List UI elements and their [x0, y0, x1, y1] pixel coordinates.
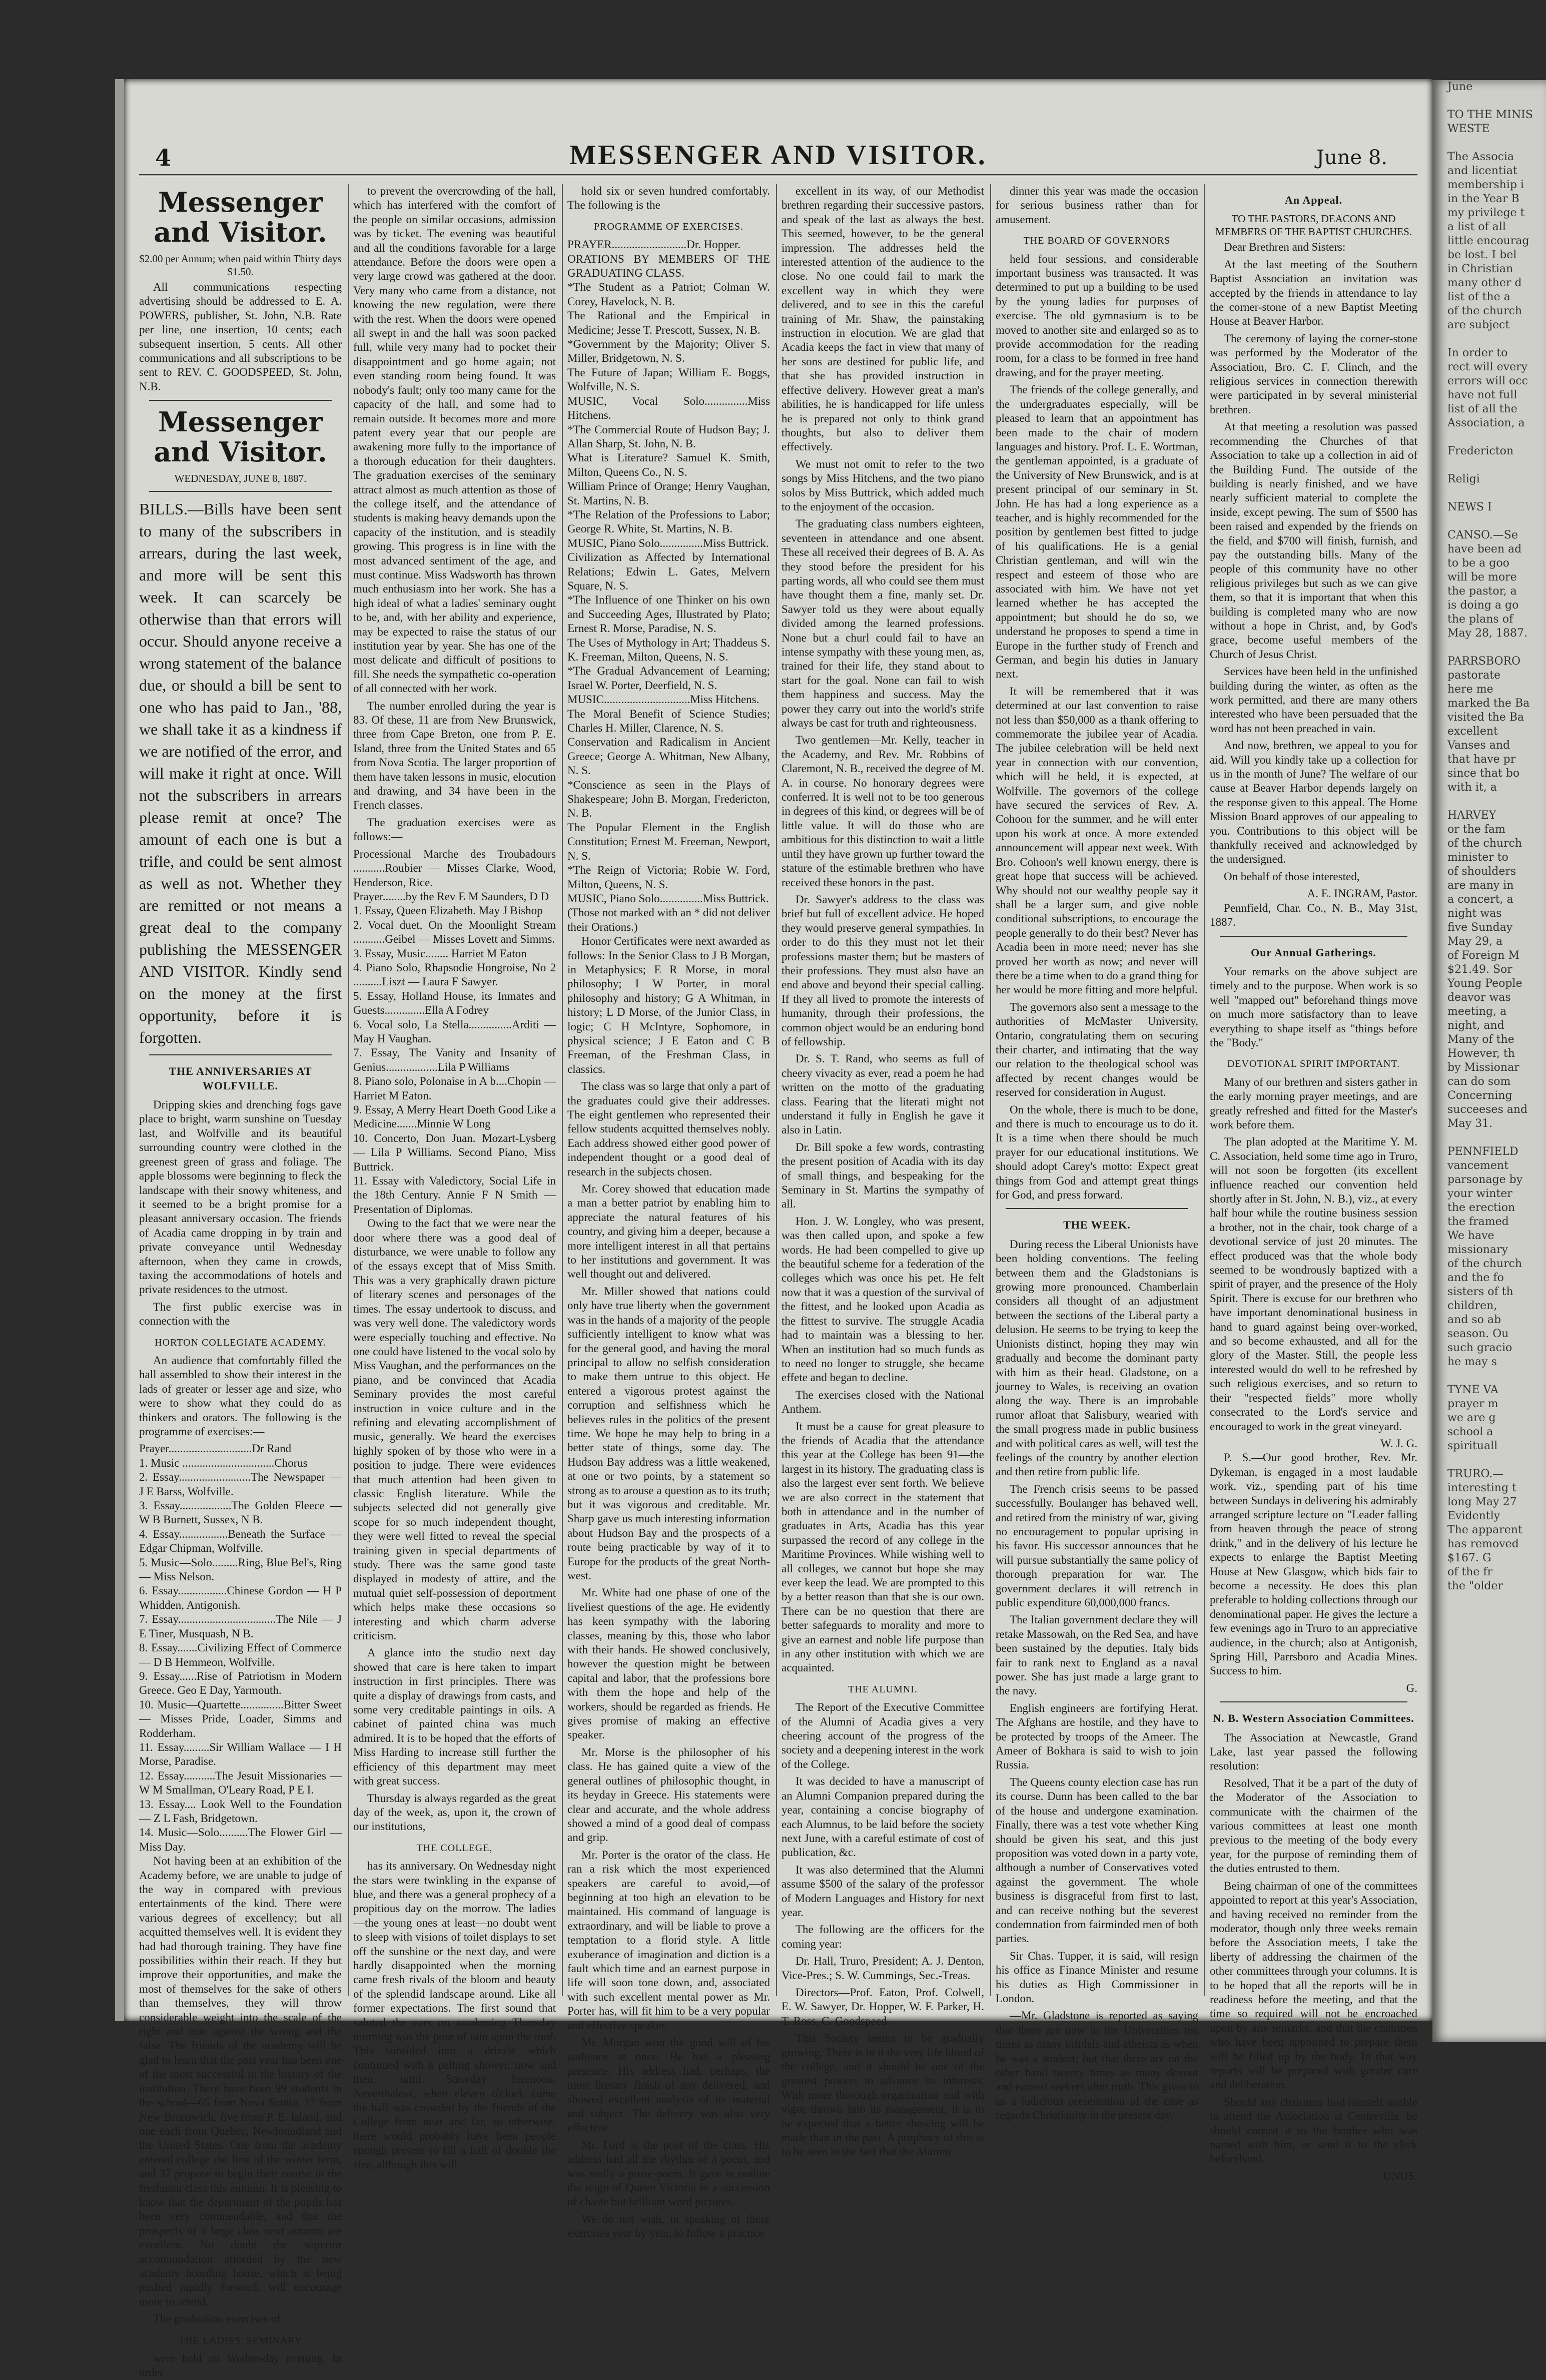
paragraph: Services have been held in the unfinished building during the winter, as often as the work permitted, and there are many others interested who have been persuaded that the word has not been preached in vain. [1210, 665, 1417, 735]
paragraph: Dr. Bill spoke a few words, contrasting the present position of Acadia with its day of small things, and bespeaking for the Seminary in St. Martins the sympathy of all. [782, 1140, 984, 1211]
programme-list [139, 1442, 342, 1854]
programme-item: *The Student as a Patriot; Colman W. Corey, Havelock, N. B. [567, 281, 770, 308]
paragraph: The exercises closed with the National Anthem. [782, 1388, 984, 1416]
column-rule [562, 184, 563, 1996]
paragraph: Resolved, That it be a part of the duty of the Moderator of the Association to communicate with the chairmen of the various committees at least one month previous to the meeting of the body every year, for the purpose of reminding them of the duties entrusted to them. [1210, 1776, 1417, 1875]
signature: W. J. G. [1380, 1437, 1417, 1450]
paragraph: The ceremony of laying the corner-stone was performed by the Moderator of the Association, Bro. C. F. Clinch, and the religious services in connection therewith were participated in by several ministerial brethren. [1210, 332, 1417, 416]
column-2 [353, 184, 556, 2171]
header-date: June 8. [1316, 146, 1387, 169]
paragraph: English engineers are fortifying Herat. The Afghans are hostile, and they have to be protected by troops of the Ameer. The Ameer of Bokhara is said to wish to join Russia. [996, 1701, 1198, 1771]
section-heading: N. B. Western Association Committees. [1213, 1712, 1414, 1725]
paragraph: P. S.—Our good brother, Rev. Mr. Dykeman, is engaged in a most laudable work, viz., spending part of his time between Sundays in delivering his admirably arranged scripture lecture on "Leader falling from heaven through the peace of strong drink," and in the delivery of his lecture he expects to enlarge the Baptist Meeting House at New Glasgow, which bids fair to become a necessity. He does this plan preferable to holding collections through our denominational paper. He gives the lecture a few evenings ago in Truro to an appreciative audience, in the church; also at Antigonish, Spring Hill, Parrsboro and Acadia Mines. Success to him. [1210, 1451, 1417, 1677]
programme-item: *The Commercial Route of Hudson Bay; J. Allan Sharp, St. John, N. B. [567, 423, 770, 450]
section-heading: Our Annual Gatherings. [1251, 946, 1376, 959]
column-6 [1210, 184, 1417, 2182]
programme-item: MUSIC, Piano Solo...............Miss Buttrick. [567, 892, 769, 905]
programme-item: 9. Essay, A Merry Heart Doeth Good Like a Medicine.......Minnie W Long [353, 1103, 556, 1130]
paragraph: It will be remembered that it was determined at our last convention to raise not less than $50,000 as a thank offering to commemorate the jubilee year of Acadia. The jubilee celebration will be held next year in connection with our convention, which will be held, it is expected, at Wolfville. The governors of the college have secured the services of Rev. A. Cohoon for the summer, and he will enter upon his work at once. A more extended announcement will appear next week. With Bro. Cohoon's well known energy, there is great hope that success will be achieved. Why should not our wealthy people say it shall be a larger sum, and give noble conditional subscriptions, to encourage the people generally to do their best? Never has Acadia been in more need; never has she proved her worth as now; and never will there be a time when to do a grand thing for her would be more fitting and more helpful. [996, 685, 1198, 996]
programme-item: ORATIONS BY MEMBERS OF THE GRADUATING CLASS. [567, 252, 770, 280]
paragraph: The plan adopted at the Maritime Y. M. C. Association, held some time ago in Truro, will not soon be forgotten (its excellent influence reached our convention held shortly after in St. John, N. B.), viz., at every half hour while the routine business session a brother, not in the chair, took charge of a devotional service of just 20 minutes. The effect produced was that the whole body seemed to be wondrously baptized with a spirit of prayer, and the presence of the Holy Spirit. There is excuse for our brethren who have important denominational business in hand to guard against being over-worked, and so become exhausted, and all for the glory of the Master. Still, the people less interested would do well to be refreshed by such religious exercises, and so return to their "respected fields" more wholly consecrated to the Lord's service and encouraged to work in the great vineyard. [1210, 1135, 1417, 1433]
programme-item: 3. Essay, Music........ Harriet M Eaton [353, 947, 527, 960]
programme-item: 6. Essay.................Chinese Gordon — H P Whidden, Antigonish. [139, 1584, 342, 1611]
divider [149, 1054, 332, 1055]
subscription-terms: $2.00 per Annum; when paid within Thirty days $1.50. [139, 253, 342, 278]
paragraph: to prevent the overcrowding of the hall, which has interfered with the comfort of the people on similar occasions, admission was by ticket. The evening was beautiful and all the conditions favorable for a large attendance. Before the doors were open a very large crowd was gathered at the door. Very many who came from a distance, not knowing the new regulation, were there with the rest. When the doors were opened all swept in and the hall was soon packed full, while very many had to pocket their disappointment and go home again; not even standing room being found. It was nobody's fault; only too many came for the capacity of the hall, and some had to remain outside. It becomes more and more patent every year that our people are awakening more fully to the importance of a thorough education for their daughters. The graduation exercises of the seminary attract almost as much attention as those of the college itself, and the attendance of students is making heavy demands upon the capacity of the institution, and is steadily growing. This progress is in line with the most advanced sentiment of the age, and must continue. Miss Wadsworth has thrown much enthusiasm into her work. She has a high ideal of what a ladies' seminary ought to be, and, with her ability and experience, may be expected to raise the status of our institution year by year. She has one of the most delicate and difficult of positions to fill. She needs the sympathetic co-operation of all connected with her work. [353, 185, 556, 695]
paragraph: Mr. White had one phase of one of the liveliest questions of the age. He evidently has keen sympathy with the laboring classes, meaning by this, those who labor with their hands. He showed conclusively, however the question might be between capital and labor, that the professions bore with them the hope and help of the workers, should be regarded as friends. He gives promise of making an effective speaker. [567, 1586, 770, 1741]
programme-item: The Future of Japan; William E. Boggs, Wolfville, N. S. [567, 366, 770, 393]
signature: G. [1406, 1681, 1417, 1694]
programme-item: MUSIC, Piano Solo...............Miss Buttrick. [567, 536, 769, 549]
programme-item: What is Literature? Samuel K. Smith, Milton, Queens Co., N. S. [567, 451, 770, 478]
paragraph: dinner this year was made the occasion for serious business rather than for amusement. [996, 185, 1198, 226]
programme-item: 10. Music—Quartette...............Bitter Sweet — Misses Pride, Loader, Simms and Rodderham. [139, 1698, 342, 1739]
paragraph: The Report of the Executive Committee of the Alumni of Acadia gives a very cheering account of the progress of the society and a deepening interest in the work of the College. [782, 1701, 984, 1770]
column-rule [1204, 184, 1205, 1996]
paragraph: held four sessions, and considerable important business was transacted. It was determined to put up a building to be used by the young ladies for purposes of exercise. The old gymnasium is to be moved to another site and enlarged so as to provide accommodation for the reading room, for a class to be formed in free hand drawing, and for the prayer meeting. [996, 252, 1198, 379]
paragraph: It must be a cause for great pleasure to the friends of Acadia that the attendance this year at the College has been 91—the largest in its history. The graduating class is also the largest ever sent forth. We believe we are also correct in the statement that both in attendance and in the number of graduates in Arts, Acadia has this year surpassed the record of any college in the Maritime Provinces. While wishing well to all colleges, we cannot but hope she may ever keep the lead. We are prompted to this by a better reason than that she is our own. There can be no question that there are better safeguards to morality and more to give an earnest and noble life purpose than in any other institution with which we are acquainted. [782, 1420, 984, 1674]
programme-item: The Rational and the Empirical in Medicine; Jesse T. Prescott, Sussex, N. B. [567, 309, 770, 336]
column-rule [990, 184, 991, 1996]
paragraph: It was also determined that the Alumni assume $500 of the salary of the professor of Modern Languages and History for next year. [782, 1863, 984, 1919]
programme-item: 5. Music—Solo.........Ring, Blue Bel's, Ring — Miss Nelson. [139, 1556, 342, 1583]
dateline: WEDNESDAY, JUNE 8, 1887. [174, 472, 307, 485]
programme-item: Processional Marche des Troubadours ...........Roubier — Misses Clarke, Wood, Henderson, Rice. [353, 847, 556, 889]
signature-place: Pennfield, Char. Co., N. B., May 31st, 1887. [1210, 901, 1417, 929]
subheading: HORTON COLLEGIATE ACADEMY. [155, 1337, 326, 1348]
programme-item: 4. Piano Solo, Rhapsodie Hongroise, No 2 ..........Liszt — Laura F Sawyer. [353, 961, 556, 988]
masthead: MESSENGER AND VISITOR. [569, 140, 987, 171]
paragraph: The graduation exercises were as follows:— [353, 816, 556, 843]
paragraph: It was decided to have a manuscript of an Alumni Companion prepared during the year, containing a concise biography of each Alumnus, to be laid before the society next June, with a careful estimate of cost of publication, &c. [782, 1775, 984, 1859]
programme-item: PRAYER..........................Dr. Hopper. [567, 238, 741, 251]
paragraph: A glance into the studio next day showed that care is here taken to impart instruction in first principles. There was quite a display of drawings from casts, and some very creditable paintings in oils. A cabinet of painted china was much admired. It is to be hoped that the efforts of Miss Harding to increase still further the efficiency of this department may meet with great success. [353, 1646, 556, 1788]
paragraph: hold six or seven hundred comfortably. The following is the [567, 185, 770, 212]
paragraph: The Queens county election case has run its course. Dunn has been called to the bar of the house and undergone examination. Finally, there was a test vote whether King should be given his seat, and this just proposition was voted down in a party vote, although a number of Conservatives voted against the government. The whole business is disgraceful from first to last, and can receive nothing but the severest condemnation from fairminded men of both parties. [996, 1775, 1198, 1945]
programme-item: 11. Essay.........Sir William Wallace — I H Morse, Paradise. [139, 1740, 342, 1768]
subheading: DEVOTIONAL SPIRIT IMPORTANT. [1227, 1058, 1400, 1070]
paragraph: Your remarks on the above subject are timely and to the purpose. When work is so well "mapped out" beforehand things move on much more satisfactory than to leave everything to shape itself as "things before the "Body." [1210, 965, 1417, 1049]
section-heading: THE ANNIVERSARIES AT WOLFVILLE. [169, 1065, 312, 1092]
subheading: THE BOARD OF GOVERNORS [1023, 235, 1171, 247]
subheading: THE COLLEGE, [416, 1842, 493, 1854]
programme-item: The Moral Benefit of Science Studies; Charles H. Miller, Clarence, N. S. [567, 707, 770, 735]
subheading: THE LADIES' SEMINARY [179, 2334, 302, 2346]
paragraph: Dr. Sawyer's address to the class was brief but full of excellent advice. He hoped they would preserve general sympathies. In order to do this they must not let their professions master them; but be masters of their professions. They must also have an end above and beyond their special calling. If they all lived to promote the interests of humanity, through their professions, the common object would be an enduring bond of fellowship. [782, 893, 984, 1048]
nameplate: Messenger and Visitor. [154, 186, 327, 248]
paragraph: Honor Certificates were next awarded as follows: In the Senior Class to J B Morgan, in Metaphysics; E R Morse, in moral philosophy; I W Porter, in moral philosophy and history; G A Whitman, in history; L D Morse, of the Junior Class, in logic; C H McIntyre, Sophomore, in physical science; J E Eaton and C B Freeman, of the Freshman Class, in classics. [567, 935, 770, 1075]
paragraph: At that meeting a resolution was passed recommending the Churches of that Association to take up a collection in aid of the Building Fund. The outside of the building is nearly finished, and we have nearly sufficient material to complete the inside, except pewing. The sum of $500 has been raised and expended by the friends on the field, and $700 will finish, furnish, and pay the outstanding bills. Many of the people of this community have no other religious privileges but such as we can give them, so that it is important that when this building is completed many who are now without a hope in Christ, and, by God's grace, become useful members of the Church of Jesus Christ. [1210, 420, 1417, 661]
programme-item: 13. Essay.... Look Well to the Foundation — Z L Fash, Bridgetown. [139, 1798, 342, 1825]
paragraph: Thursday is always regarded as the great day of the week, as, upon it, the crown of our institutions, [353, 1792, 556, 1833]
programme-item: MUSIC, Vocal Solo...............Miss Hitchens. [567, 394, 770, 422]
paragraph: Mr. Corey showed that education made a man a better patriot by enabling him to appreciate the natural features of his country, and giving him a deeper, because a more intelligent interest in all that pertains to her institutions and government. It was well thought out and delivered. [567, 1182, 770, 1281]
subheading: PROGRAMME OF EXERCISES. [593, 221, 744, 232]
programme-item: MUSIC..............................Miss Hitchens. [567, 693, 759, 706]
paragraph: were held on Wednesday evening. In order [139, 2352, 342, 2379]
programme-item: 2. Vocal duet, On the Moonlight Stream ...........Geibel — Misses Lovett and Simms. [353, 918, 556, 946]
bills-notice: BILLS.—Bills have been sent to many of the subscribers in arrears, during the last week, and more will be sent this week. It can scarcely be otherwise than that errors will occur. Should anyone receive a wrong statement of the balance due, or should a bill be sent to one who has paid to Jan., '88, we shall take it as a kindness if we are notified of the error, and will make it right at once. Will not the subscribers in arrears please remit at once? The amount of each one is but a trifle, and could be sent almost as well as not. Whether they are remitted or not means a great deal to the company publishing the MESSENGER AND VISITOR. Kindly send on the money at the first opportunity, before it is forgotten. [139, 500, 342, 1047]
programme-item: *The Reign of Victoria; Robie W. Ford, Milton, Queens, N. S. [567, 864, 770, 891]
programme-item: 1. Music ................................Chorus [139, 1456, 308, 1469]
paragraph: Being chairman of one of the committees appointed to report at this year's Association, and having received no reminder from the moderator, though only three weeks remain before the Association meets, I take the liberty of addressing the chairmen of the other committees through your columns. It is to be hoped that all the reports will be in readiness before the meeting, and that the time so required will not be encroached upon by any remarks, and that the chairmen who have been appointed to prepare them will be filled up by the body. In that way reports will be prepared with greater care and deliberation. [1210, 1879, 1417, 2091]
programme-item: 10. Concerto, Don Juan. Mozart-Lysberg — Lila P Williams. Second Piano, Miss Buttrick. [353, 1131, 556, 1173]
paragraph: Should any chairman find himself unable to attend the Association at Centreville, he should entrust it to the brother who was named with him, or send it to the clerk beforehand. [1210, 2095, 1417, 2165]
paragraph: Mr. Ford is the poet of the class. His address had all the rhythm of a poem, and was really a prose-poem. It gave in outline the reign of Queen Victoria in a succession of chaste but brilliant word pictures. [567, 2138, 770, 2208]
programme-item: *The Gradual Advancement of Learning; Israel W. Porter, Deerfield, N. S. [567, 665, 770, 692]
paragraph: Mr. Morgan won the good will of his audience at once. He has a pleasing presence. His address had, perhaps, the most literary finish of any delivered, and showed excellent analysis of its material and subject. The delivery was also very effective. [567, 2036, 770, 2134]
programme-item: 8. Piano solo, Polonaise in A b....Chopin — Harriet M Eaton. [353, 1075, 556, 1102]
newspaper-page [124, 79, 1432, 2379]
programme-item: The Uses of Mythology in Art; Thaddeus S. K. Freeman, Milton, Queens, N. S. [567, 636, 770, 663]
advertising-notice: All communications respecting advertising should be addressed to E. A. POWERS, publisher, St. John, N.B. Rate per line, one insertion, 10 cents; each subsequent insertion, 5 cents. All other communications and all subscriptions to be sent to REV. C. GOODSPEED, St. John, N.B. [139, 281, 342, 393]
paragraph: This Society seems to be gradually growing. There is in it the very life blood of the college, and it should be one of the greatest powers to advance its interests. With more thorough organization and with vigor thrown into its management, it is to be expected that a better showing will be made than in the past. A prophecy of this is to be seen in the fact that the Alumni [782, 2032, 984, 2158]
programme-item: The Popular Element in the English Constitution; Ernest M. Freeman, Newport, N. S. [567, 821, 770, 862]
programme-list [567, 238, 770, 934]
programme-item: Civilization as Affected by International Relations; Edwin L. Gates, Melvern Square, N. S. [567, 551, 770, 592]
greeting: Dear Brethren and Sisters: [1224, 241, 1346, 254]
paragraph: During recess the Liberal Unionists have been holding conventions. The feeling between them and the Gladstonians is growing more pronounced. Chamberlain considers all thought of an adjustment between the sections of the Liberal party a delusion. He seems to be trying to keep the Unionists distinct, hoping they may win gradually and become the dominant party with him as their head. Gladstone, on a journey to Wales, is receiving an ovation along the way. There is an improbable rumor afloat that Salisbury, wearied with the small progress made in public business and with political cares as well, will test the feelings of the country by another election and then retire from public life. [996, 1238, 1198, 1478]
divider [1220, 936, 1407, 937]
adjacent-page-text: June TO THE MINIS WESTE The Associa and licentiat membership i in the Year B my privilege t a list of all little encourag be lost. I bel in Christian many other d list of the a of the church are subject In order to rect will every errors will occ have not full list of all the Association, a Fredericton Religi NEWS I CANSO.—Se have been ad to be a goo will be more the pastor, a is doing a go the plans of May 28, 1887. PARRSBORO pastorate here me marked the Ba visited the Ba excellent Vanses and that have pr since that bo with it, a HARVEY or the fam of the church minister to of shoulders are many in a concert, a night was five Sunday May 29, a of Foreign M $21.49. Sor Young People deavor was meeting, a night, and Many of the However, th by Missionar can do som Concerning succeeses and May 31. PENNFIELD vancement parsonage by your winter the erection the framed We have missionary of the church and the fo sisters of th children, and so ab season. Ou such gracio he may s TYNE VA prayer m we are g school a spirituall TRURO.— interesting t long May 27 Evidently The apparent has removed $167. G of the fr the "older [1447, 81, 1533, 1592]
divider [1220, 1701, 1407, 1702]
programme-item: 2. Essay.........................The Newspaper — J E Barss, Wolfville. [139, 1471, 342, 1498]
paragraph: The governors also sent a message to the authorities of McMaster University, Ontario, congratulating them on securing their charter, and intimating that the way our relation to the theological school was affected by recent changes would be reserved for consideration in August. [996, 1000, 1198, 1099]
paragraph: The friends of the college generally, and the undergraduates especially, will be pleased to learn that an appointment has been made to the chair of modern languages and history. Prof. L. E. Wortman, the gentleman appointed, is a graduate of the University of New Brunswick, and is at present principal of our seminary in St. John. He has had a long experience as a teacher, and is highly recommended for the position by gentlemen best fitted to judge of his qualifications. He is a genial Christian gentleman, and will win the respect and esteem of those who are associated with him. We have not yet learned whether he has accepted the appointment; but should he do so, we understand he proposes to spend a time in Europe in the further study of French and German, and begin his duties in January next. [996, 383, 1198, 681]
column-rule [776, 184, 777, 1996]
divider [149, 491, 332, 492]
paragraph: Mr. Morse is the philosopher of his class. He has gained quite a view of the general outlines of philosophic thought, in its heyday in Greece. His statements were clear and accurate, and the whole address showed a mind of a good deal of compass and grip. [567, 1745, 770, 1844]
programme-item: *Government by the Majority; Oliver S. Miller, Bridgetown, N. S. [567, 338, 770, 365]
column-3 [567, 184, 770, 2240]
divider [149, 400, 332, 401]
programme-item: (Those not marked with an * did not deliver their Orations.) [567, 906, 770, 933]
paragraph: The Italian government declare they will retake Massowah, on the Red Sea, and have been sustained by the deputies. Italy bids fair to rank next to England as a naval power. She has just made a large grant to the navy. [996, 1613, 1198, 1697]
binding-shadow [115, 79, 124, 2021]
paragraph: And now, brethren, we appeal to you for aid. Will you kindly take up a collection for us in the month of June? The welfare of our cause at Beaver Harbor depends largely on the response given to this appeal. The Home Mission Board approves of our appealing to you. Contributions to this object will be thankfully received and acknowledged by the undersigned. [1210, 739, 1417, 866]
signature: UNUS. [1383, 2169, 1417, 2182]
programme-item: Conservation and Radicalism in Ancient Greece; George A. Whitman, New Albany, N. S. [567, 736, 770, 777]
programme-item: 9. Essay......Rise of Patriotism in Modern Greece. Geo E Day, Yarmouth. [139, 1669, 342, 1697]
section-heading: THE WEEK. [1063, 1219, 1131, 1232]
paragraph: excellent in its way, of our Methodist brethren regarding their successive pastors, and speak of the last as always the best. This seemed, however, to be the general impression. The addresses held the interested attention of the audience to the close. No one could fail to mark the excellent way in which they were delivered, and to see in this the careful training of Mr. Shaw, the painstaking instruction in elocution. We are glad that Acadia keeps the fact in view that many of her sons are destined for public life, and that she has provided instruction in effective delivery. However great a man's abilities, he is handicapped for life unless he is prepared not only to think grand thoughts, but also to deliver them effectively. [782, 185, 984, 453]
paragraph: We do not wish, in speaking of these exercises year by year, to follow a practice [567, 2212, 770, 2240]
paragraph: An audience that comfortably filled the hall assembled to show their interest in the lads of greater or lesser age and size, who were to show what they could do as thinkers and orators. The following is the programme of exercises:— [139, 1354, 342, 1438]
programme-item: 6. Vocal solo, La Stella...............Arditi — May H Vaughan. [353, 1018, 556, 1045]
paragraph: Dr. S. T. Rand, who seems as full of cheery vivacity as ever, read a poem he had written on the motto of the graduating class. Fearing that the literati might not understand it fully in English he gave it also in Latin. [782, 1052, 984, 1136]
column-1 [139, 184, 342, 2379]
nameplate-2: Messenger and Visitor. [154, 406, 327, 468]
programme-item: 4. Essay.................Beneath the Surface — Edgar Chipman, Wolfville. [139, 1527, 342, 1555]
programme-item: 7. Essay..................................The Nile — J E Tiner, Musquash, N B. [139, 1613, 342, 1640]
programme-item: William Prince of Orange; Henry Vaughan, St. Martins, N. B. [567, 480, 770, 507]
address-line: TO THE PASTORS, DEACONS AND MEMBERS OF THE BAPTIST CHURCHES. [1215, 213, 1412, 238]
paragraph: We must not omit to refer to the two songs by Miss Hitchens, and the two piano solos by Miss Buttrick, which added much to the enjoyment of the occasion. [782, 457, 984, 513]
programme-item: 11. Essay with Valedictory, Social Life in the 18th Century. Annie F N Smith — Presentation of Diplomas. [353, 1174, 556, 1216]
paragraph: The first public exercise was in connection with the [139, 1300, 342, 1328]
programme-item: *The Influence of one Thinker on his own and Succeeding Ages, Illustrated by Plato; Ernest R. Morse, Paradise, N. S. [567, 593, 770, 635]
programme-item: *Conscience as seen in the Plays of Shakespeare; John B. Morgan, Fredericton, N. B. [567, 778, 770, 820]
programme-list [353, 847, 556, 1217]
paragraph: On behalf of those interested, [1224, 870, 1360, 883]
paragraph: The graduating class numbers eighteen, seventeen in attendance and one absent. These all received their degrees of B. A. As they stood before the president for his parting words, all who could see them must have thought them a fine, manly set. Dr. Sawyer told us they were about equally divided among the learned professions. None but a churl could fail to have an intense sympathy with these young men, as, trained for their life, they stand about to start for the goal. None can fail to wish them happiness and success. May the power they carry out into the world's strife always be cast for truth and righteousness. [782, 517, 984, 730]
adjacent-page-edge [1432, 80, 1546, 2042]
programme-item: 1. Essay, Queen Elizabeth. May J Bishop [353, 904, 543, 917]
paragraph: Sir Chas. Tupper, it is said, will resign his office as Finance Minister and resume his duties as High Commissioner in London. [996, 1949, 1198, 2005]
paragraph: The following are the officers for the coming year: [782, 1923, 984, 1950]
paragraph: On the whole, there is much to be done, and there is much to encourage us to do it. It is a time when there should be much prayer for our educational institutions. We should adopt Carey's motto: Expect great things from God and attempt great things for God, and press forward. [996, 1103, 1198, 1202]
programme-item: 3. Essay..................The Golden Fleece — W B Burnett, Sussex, N B. [139, 1499, 342, 1526]
column-4 [782, 184, 984, 2158]
paragraph: The class was so large that only a part of the graduates could give their addresses. The eight gentlemen who represented their fellow students acquitted themselves nobly. Each address showed either good power of independent thought or a good deal of research in the subjects chosen. [567, 1080, 770, 1178]
programme-item: 5. Essay, Holland House, its Inmates and Guests..............Ella A Fodrey [353, 989, 556, 1017]
paragraph: At the last meeting of the Southern Baptist Association an invitation was accepted by the friends in attendance to lay the corner-stone of a new Baptist Meeting House at Beaver Harbor. [1210, 258, 1417, 328]
column-5 [996, 184, 1198, 2122]
programme-item: 7. Essay, The Vanity and Insanity of Genius..................Lila P Williams [353, 1046, 556, 1073]
programme-item: Prayer........by the Rev E M Saunders, D D [353, 890, 549, 903]
programme-item: 14. Music—Solo..........The Flower Girl — Miss Day. [139, 1826, 342, 1853]
paragraph: Dr. Hall, Truro, President; A. J. Denton, Vice-Pres.; S. W. Cummings, Sec.-Treas. [782, 1955, 984, 1982]
paragraph: has its anniversary. On Wednesday night the stars were twinkling in the expanse of blue, and there was a general prophecy of a propitious day on the morrow. The ladies —the young ones at least—no doubt went to sleep with visions of toilet displays to set off the sunshine or the next day, and were hardly disappointed when the morning came fresh rivals of the bloom and beauty of the splendid landscape around. Like all former expectations. The first sound that saluted the ears on awakening Thursday morning was the pour of rain upon the roof. This subsided into a drizzle which continued with a pelting shower, now and then, until Saturday forenoon. Nevertheless, when eleven o'clock came the hall was crowded by the friends of the College from near and far, so otherwise, there would probably have been people enough present to fill a hall of double the size, although this will [353, 1860, 556, 2171]
paragraph: The number enrolled during the year is 83. Of these, 11 are from New Brunswick, three from Cape Breton, one from P. E. Island, three from the United States and 65 from Nova Scotia. The larger proportion of them have taken lessons in music, elocution and drawing, and 34 have been in the French classes. [353, 699, 556, 812]
section-heading: An Appeal. [1284, 194, 1343, 206]
paragraph: Many of our brethren and sisters gather in the early morning prayer meetings, and are greatly refreshed and fitted for the Master's work before them. [1210, 1075, 1417, 1131]
subheading: THE ALUMNI. [848, 1683, 918, 1695]
paragraph: Not having been at an exhibition of the Academy before, we are unable to judge of the way in compared with previous entertainments of the kind. There were various degrees of excellency; but all acquitted themselves well. It is evident they had had thorough training. They have fine possibilities within their reach. If they but improve their opportunities, and make the most of themselves for the sake of others than themselves, they will throw considerable weight into the scale of the right and true against the wrong and the false. The friends of the academy will be glad to learn that the past year has been one of the most successful in the history of the institution. There have been 99 students in the school—65 from Nova Scotia, 17 from New Brunswick, five from P. E. Island, and one each from Quebec, Newfoundland and the United States. One from the academy entered college the first of the winter term, and 37 propose to begin their course in the freshman class this autumn. It is pleasing to know that the department of the pupils has been very commendable, and that the prospects of a large class next autumn are excellent. No doubt the superior accommodation afforded by the new academy boarding house, which is being pushed rapidly forward, will encourage more to attend. [139, 1855, 342, 2308]
divider [1006, 1208, 1188, 1209]
paragraph: The graduation exercises of [153, 2312, 281, 2325]
page-header [139, 139, 1417, 176]
paragraph: The French crisis seems to be passed successfully. Boulanger has behaved well, and retired from the ministry of war, giving no encouragement to popular uprising in his favor. His successor announces that he will pursue substantially the same policy of thorough preparation for war. The government declares it will retrench in public expenditure 60,000,000 francs. [996, 1482, 1198, 1609]
paragraph: Mr. Porter is the orator of the class. He ran a risk which the most experienced speakers are careful to avoid,—of beginning at too high an elevation to be maintained. His command of language is extraordinary, and will be liable to prove a temptation to a florid style. A little exuberance of imagination and diction is a fault which time and an earnest purpose in life will soon tone down, and, associated with such excellent mental power as Mr. Porter has, will fit him to be a very popular and effective speaker. [567, 1848, 770, 2032]
paragraph: Directors—Prof. Eaton, Prof. Colwell, E. W. Sawyer, Dr. Hopper, W. F. Parker, H. T. Ross, C. Goodspeed. [782, 1986, 984, 2027]
paragraph: The Association at Newcastle, Grand Lake, last year passed the following resolution: [1210, 1731, 1417, 1772]
paragraph: Hon. J. W. Longley, who was present, was then called upon, and spoke a few words. He had been compelled to give up the beautiful scheme for a federation of the colleges which was once his pet. He felt now that it was a question of the survival of the fittest, and he looked upon Acadia as the fittest to survive. The struggle Acadia had to maintain was a blessing to her. When an institution had so much funds as to need no longer to struggle, she became effete and began to decline. [782, 1215, 984, 1384]
programme-item: *The Relation of the Professions to Labor; George R. White, St. Martins, N. B. [567, 508, 770, 535]
programme-item: 12. Essay...........The Jesuit Missionaries — W M Smallman, O'Leary Road, P E I. [139, 1769, 342, 1797]
paragraph: Mr. Miller showed that nations could only have true liberty when the government was in the hands of a majority of the people sufficiently intelligent to know what was for the general good, and having the moral principal to allow no selfish consideration to make them untrue to this object. He entered a vigorous protest against the corruption and selfishness which he believes rules in the politics of the present time. We hope he may help to bring in a better state of things, some day. The Hudson Bay address was a little weakened, at one or two points, by a statement so strong as to arouse a question as to its truth; but it was vigorous and creditable. Mr. Sharp gave us much interesting information about Hudson Bay and the prospects of a route being practicable by way of it to Europe for the products of the great North-west. [567, 1285, 770, 1582]
signature: A. E. INGRAM, Pastor. [1307, 887, 1417, 900]
paragraph: Dripping skies and drenching fogs gave place to bright, warm sunshine on Tuesday last, and Wolfville and its beautiful surrounding country were clothed in the greenest green of grass and foliage. The apple blossoms were beginning to fleck the landscape with their snowy whiteness, and it seemed to be a bright promise for a pleasant anniversary occasion. The friends of Acadia came dropping in by train and private conveyance until Wednesday afternoon, when they came in crowds, taxing the accommodations of hotels and private residences to the utmost. [139, 1098, 342, 1296]
column-rule [348, 184, 349, 1996]
programme-item: Prayer.............................Dr Rand [139, 1442, 292, 1455]
paragraph: Two gentlemen—Mr. Kelly, teacher in the Academy, and Rev. Mr. Robbins of Claremont, N. B., received the degree of M. A. in course. No honorary degrees were conferred. It is well not to be too generous in degrees of this kind, or degrees will be of little value. It will do those who are ambitious for this distinction to wait a little until they have grown up further toward the stature of the estimable brethren who have received these honors in the past. [782, 734, 984, 889]
programme-item: 8. Essay.......Civilizing Effect of Commerce — D B Hemmeon, Wolfville. [139, 1641, 342, 1668]
paragraph: —Mr. Gladstone is reported as saying that there are now in the Universities ten times as many infidels and atheists as when he was a student; but that there are on the other hand twenty times as many devout and earnest seekers after truth. This gives to us a judicious presentation of the case as regards Christianity in the present day. [996, 2009, 1198, 2122]
page-number: 4 [155, 144, 172, 171]
paragraph: Owing to the fact that we were near the door where there was a good deal of disturbance, we were unable to follow any of the essays except that of Miss Smith. This was a very graphically drawn picture of literary scenes and personages of the times. The essay undertook to discuss, and was very well done. The valedictory words were especially touching and effective. No one could have listened to the vocal solo by Miss Vaughan, and the performances on the piano, and be convinced that Acadia Seminary provides the most careful instruction in voice culture and in the refining and elevating accomplishment of music, generally. We heard the exercises highly spoken of by those who were in a position to judge. There were evidences that much attention had been given to classic English literature. While the subjects selected did not generally give scope for so much independent thought, they were well fitted to reveal the special training given in special departments of study. There was the same good taste displayed in modesty of attire, and the mutual quiet self-possession of deportment which helps make these occasions so interesting and which charm adverse criticism. [353, 1217, 556, 1642]
